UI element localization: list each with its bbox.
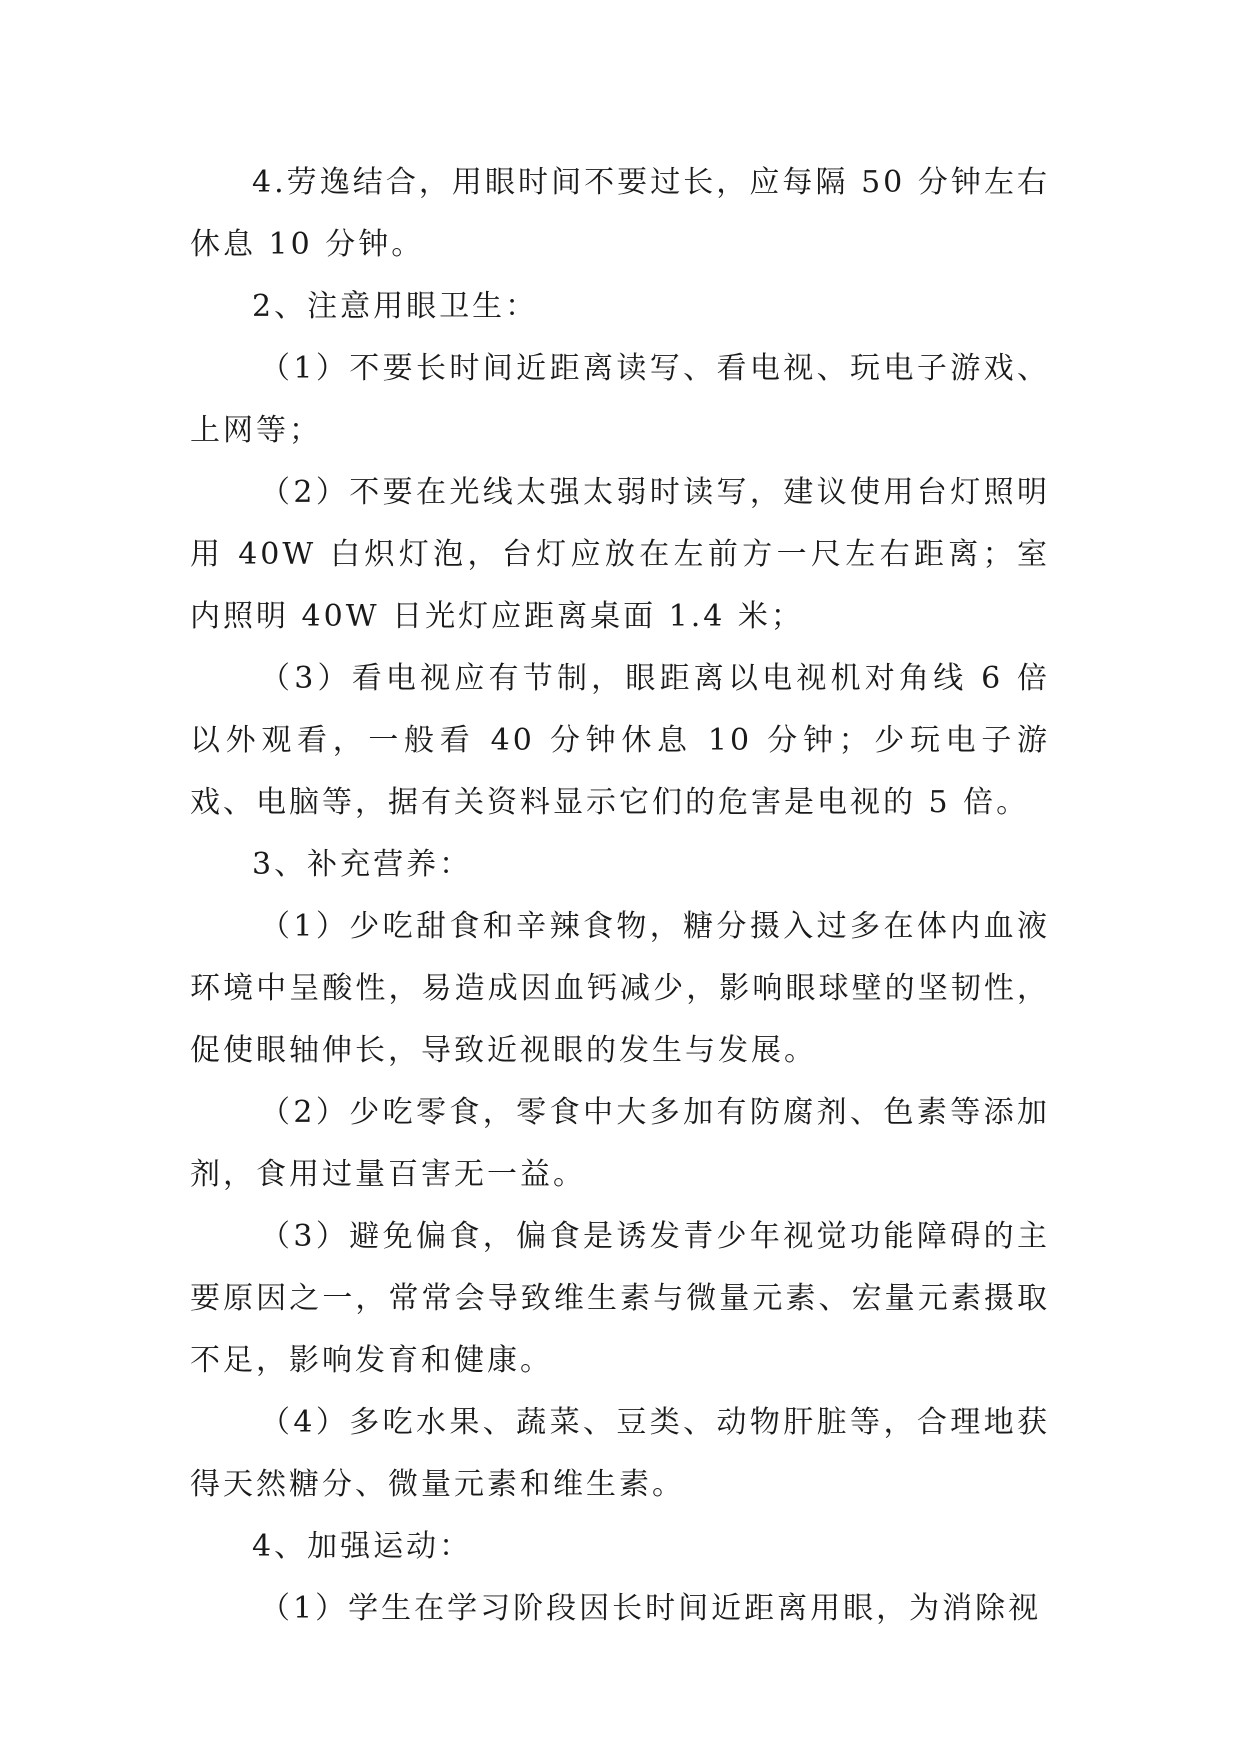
paragraph-nutrition-2: （2）少吃零食，零食中大多加有防腐剂、色素等添加剂，食用过量百害无一益。 [190, 1095, 1050, 1192]
paragraph-nutrition-3: （3）避免偏食，偏食是诱发青少年视觉功能障碍的主要原因之一，常常会导致维生素与微量元素、宏量元素摄取不足，影响发育和健康。 [190, 1219, 1050, 1378]
document-body [190, 152, 1050, 1640]
paragraph-exercise-1: （1）学生在学习阶段因长时间近距离用眼，为消除视 [260, 1591, 1042, 1626]
paragraph-nutrition-4: （4）多吃水果、蔬菜、豆类、动物肝脏等，合理地获得天然糖分、微量元素和维生素。 [190, 1405, 1050, 1502]
paragraph-hygiene-1: （1）不要长时间近距离读写、看电视、玩电子游戏、上网等； [190, 351, 1050, 448]
heading-eye-hygiene: 2、注意用眼卫生： [252, 289, 539, 324]
heading-exercise: 4、加强运动： [252, 1529, 473, 1564]
paragraph-hygiene-2: （2）不要在光线太强太弱时读写，建议使用台灯照明用 40W 白炽灯泡，台灯应放在左前方一尺左右距离；室内照明 40W 日光灯应距离桌面 1.4 米； [190, 475, 1050, 634]
paragraph-hygiene-3: （3）看电视应有节制，眼距离以电视机对角线 6 倍以外观看，一般看 40 分钟休息 10 分钟；少玩电子游戏、电脑等，据有关资料显示它们的危害是电视的 5 倍。 [190, 661, 1050, 820]
paragraph-rest-tip: 4.劳逸结合，用眼时间不要过长，应每隔 50 分钟左右休息 10 分钟。 [190, 165, 1050, 262]
heading-nutrition: 3、补充营养： [252, 847, 473, 882]
paragraph-nutrition-1: （1）少吃甜食和辛辣食物，糖分摄入过多在体内血液环境中呈酸性，易造成因血钙减少，影响眼球壁的坚韧性，促使眼轴伸长，导致近视眼的发生与发展。 [190, 909, 1050, 1068]
